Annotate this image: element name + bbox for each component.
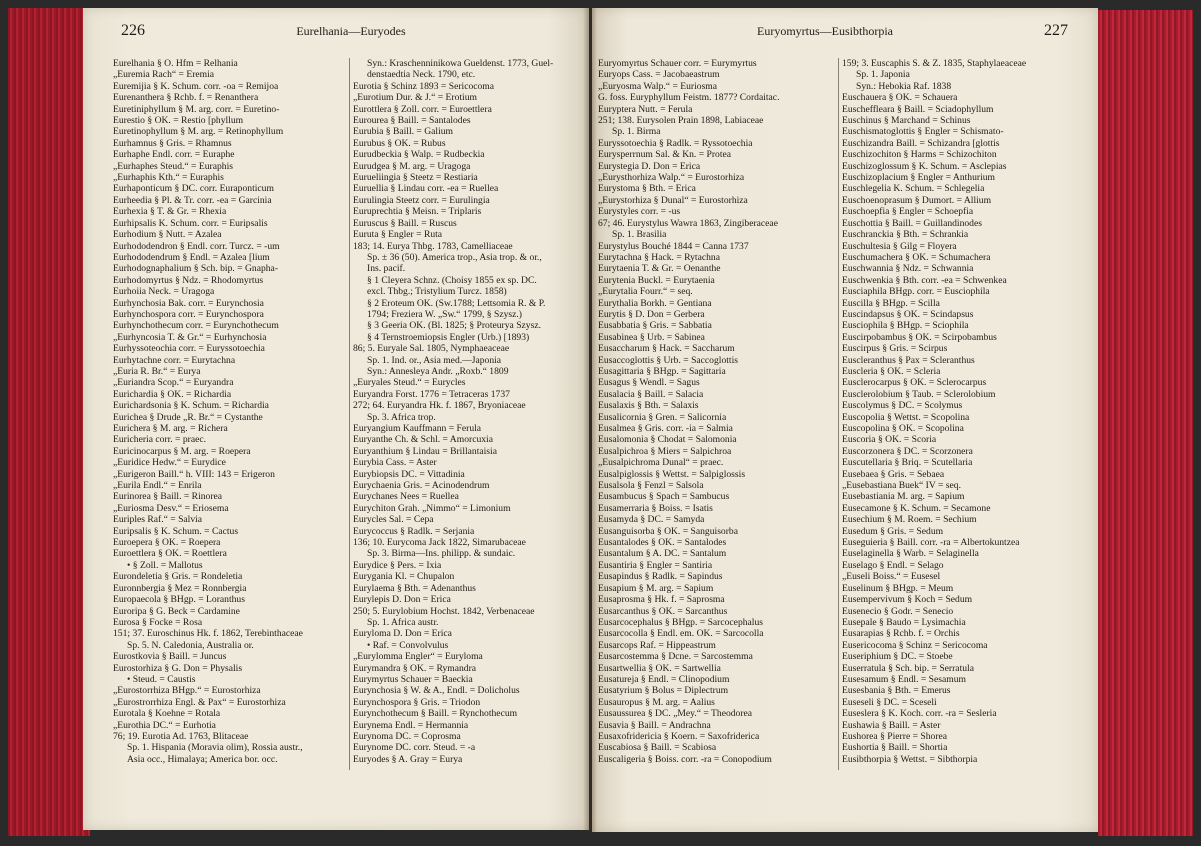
entry-line: Euselago § Endl. = Selago [842, 559, 944, 571]
entry-line: Euriples Raf.“ = Salvia [113, 514, 203, 526]
entry-line: „Eurysthorhiza Walp.“ = Eurostorhiza [598, 172, 745, 184]
entry-line: Eusecamone § K. Schum. = Secamone [842, 502, 991, 514]
entry-line: Eurhoiia Neck. = Uragoga [113, 286, 215, 298]
entry-line: Sp. 1. Birma [612, 126, 661, 138]
entry-line: „Eurhaphes Steud.“ = Euraphis [113, 160, 233, 172]
entry-line: „Eurila Endl.“ = Enrila [113, 480, 202, 492]
entry-line: Euryodes § A. Gray = Eurya [353, 753, 463, 765]
entry-line: Eusesamum § Endl. = Sesamum [842, 673, 966, 685]
entry-line: Eurostorhiza § G. Don = Physalis [113, 662, 243, 674]
entry-line: Eurhododendrum § Endl. = Azalea [lium [113, 251, 270, 263]
entry-line: Eurystyles corr. = -us [598, 206, 681, 218]
entry-line: 136; 10. Eurycoma Jack 1822, Simarubaceae [353, 537, 526, 549]
entry-line: Eurystoma § Bth. = Erica [598, 183, 696, 195]
entry-line: Eurudgea § M. arg. = Uragoga [353, 160, 471, 172]
entry-line: Euschwenkia § Bth. corr. -ea = Schwenkea [842, 274, 1007, 286]
entry-line: Euryops Cass. = Jacobaeastrum [598, 69, 720, 81]
entry-line: Eusempervivum § Koch = Sedum [842, 594, 973, 606]
entry-line: Eurinorea § Baill. = Rinorea [113, 491, 223, 503]
entry-line: Eusantalum § A. DC. = Santalum [598, 548, 727, 560]
entry-line: Eurydice § Pers. = Ixia [353, 559, 442, 571]
entry-line: „Eurigeron Baill.“ h. VIII: 143 = Erigeron [113, 468, 275, 480]
entry-line: „Euria R. Br.“ = Eurya [113, 365, 201, 377]
right-running-head: Euryomyrtus—Eusibthorpia [757, 24, 893, 38]
entry-line: Eurystegia D. Don = Erica [598, 160, 701, 172]
entry-line: Euschwannia § Ndz. = Schwannia [842, 263, 974, 275]
entry-line: Syn.: Kraschenninikowa Gueldenst. 1773, Guel- [367, 58, 554, 69]
entry-line: Eurystylus Bouché 1844 = Canna 1737 [598, 240, 749, 252]
entry-line: Eurhodognaphalium § Sch. bip. = Gnapha- [113, 263, 279, 275]
entry-line: Euschranckia § Bth. = Schrankia [842, 229, 969, 241]
entry-line: Euseslera § K. Koch. corr. -ra = Sesleria [842, 708, 997, 720]
entry-line: „Eurotium Dur. & J.“ = Erotium [353, 92, 477, 104]
entry-line: Euroepera § OK. = Roepera [113, 537, 221, 549]
entry-line: Eusalicornia § Gren. = Salicornia [598, 411, 727, 423]
entry-line: Eurondeletia § Gris. = Rondeletia [113, 571, 243, 583]
entry-line: Eusalaxis § Bth. = Salaxis [598, 400, 699, 412]
entry-line: Eurynchosia § W. & A., Endl. = Dolicholus [353, 685, 520, 697]
entry-line: • § Zoll. = Mallotus [127, 559, 203, 571]
entry-line: Euserratula § Sch. bip. = Serratula [842, 662, 974, 674]
entry-line: Eusibthorpia § Wettst. = Sibthorpia [842, 753, 978, 765]
entry-line: Eurynema Endl. = Hermannia [353, 719, 469, 731]
entry-line: G. foss. Euryphyllum Feistm. 1877? Cordaitac. [598, 92, 780, 104]
entry-line: Eusebaea § Gris. = Sebaea [842, 468, 945, 480]
entry-line: Eusartwellia § OK. = Sartwellia [598, 662, 721, 674]
entry-line: 67; 46. Eurystylus Wawra 1863, Zingiberaceae [598, 217, 778, 229]
entry-line: „Eurostorrhiza BHgp.“ = Eurostorhiza [113, 685, 261, 697]
entry-line: Europaecola § BHgp. = Loranthus [113, 594, 245, 606]
left-page [83, 8, 589, 830]
entry-line: „Eurostrorrhiza Engl. & Pax“ = Eurostorhiza [113, 696, 286, 708]
entry-line: Eurytenia Buckl. = Eurytaenia [598, 274, 715, 286]
right-column-2 [842, 58, 1092, 765]
entry-line: Euricinocarpus § M. arg. = Roepera [113, 445, 251, 457]
entry-line: „Euridice Hedw.“ = Eurydice [113, 457, 226, 469]
entry-line: Eurulingia Steetz corr. = Eurulingia [353, 194, 490, 206]
entry-line: Eurichera § M. arg. = Richera [113, 423, 228, 434]
entry-line: Eurytis § D. Don = Gerbera [598, 308, 705, 320]
entry-line: Eusedum § Gris. = Sedum [842, 525, 944, 537]
left-column-divider [349, 58, 350, 770]
entry-line: Euschoenoprasum § Dumort. = Allium [842, 194, 992, 206]
entry-line: „Euryosma Walp.“ = Euriosma [598, 80, 718, 92]
entry-line: 159; 3. Euscaphis S. & Z. 1835, Staphylaeaceae [842, 58, 1027, 69]
entry-line: Eurubia § Baill. = Galium [353, 126, 453, 138]
entry-line: Euscopolia § Wettst. = Scopolina [842, 411, 970, 423]
entry-line: denstaedtia Neck. 1790, etc. [367, 69, 476, 81]
entry-line: Euschizandra Baill. = Schizandra [glottis [842, 137, 1000, 149]
entry-line: „Eusalpichroma Dunal“ = praec. [598, 457, 724, 469]
entry-line: Eurysperrnum Sal. & Kn. = Protea [598, 149, 732, 161]
entry-line: Euscorzonera § DC. = Scorzonera [842, 445, 973, 457]
entry-line: Eusapindus § Radlk. = Sapindus [598, 571, 723, 583]
entry-line: Asia occ., Himalaya; America bor. occ. [127, 753, 278, 765]
entry-line: Eusaccharum § Hack. = Saccharum [598, 343, 735, 355]
entry-line: Eusarcostemma § Dcne. = Sarcostemma [598, 651, 753, 663]
entry-line: „Euseli Boiss.“ = Eusesel [842, 571, 941, 583]
right-page-header [592, 22, 1098, 46]
entry-line: Euscirpobambus § OK. = Scirpobambus [842, 331, 997, 343]
entry-line: Euscoria § OK. = Scoria [842, 434, 937, 446]
left-page-number: 226 [121, 22, 145, 39]
entry-line: Euroettlera § OK. = Roettlera [113, 548, 227, 560]
entry-line: Euschultesia § Gilg = Floyera [842, 240, 957, 252]
entry-line: Eusapium § M. arg. = Sapium [598, 582, 714, 594]
entry-line: 76; 19. Eurotia Ad. 1763, Blitaceae [113, 730, 249, 742]
entry-line: Eusalacia § Baill. = Salacia [598, 388, 704, 400]
entry-line: Eurourea § Baill. = Santalodes [353, 115, 471, 127]
entry-line: Eurubus § OK. = Rubus [353, 137, 446, 149]
entry-line: Syn.: Annesleya Andr. „Roxb.“ 1809 [367, 365, 509, 377]
entry-line: Eusericocoma § Schinz = Sericocoma [842, 639, 988, 651]
entry-line: Euryptera Nutt. = Ferula [598, 103, 693, 115]
entry-line: Euremijia § K. Schum. corr. -oa = Remijoa [113, 80, 279, 92]
entry-line: Eusenecio § Godr. = Senecio [842, 605, 954, 617]
entry-line: Euryanthe Ch. & Schl. = Amorcuxia [353, 434, 493, 446]
entry-line: Eusalomonia § Chodat = Salomonia [598, 434, 737, 446]
entry-line: • Steud. = Caustis [127, 673, 196, 685]
right-column-1 [598, 58, 838, 765]
entry-line: Euseriphium § DC. = Stoebe [842, 651, 953, 663]
entry-line: Eurotia § Schinz 1893 = Sericocoma [353, 80, 495, 92]
entry-line: • Raf. = Convolvulus [367, 639, 449, 651]
entry-line: Eusagus § Wendl. = Sagus [598, 377, 700, 389]
entry-line: Euruellia § Lindau corr. -ea = Ruellea [353, 183, 499, 195]
entry-line: Eurhexia § T. & Gr. = Rhexia [113, 206, 227, 218]
entry-line: Euryloma D. Don = Erica [353, 628, 452, 640]
entry-line: § 3 Geeria OK. (Bl. 1825; § Proteurya Szysz. [367, 320, 541, 332]
entry-line: Euschlegelia K. Schum. = Schlegelia [842, 183, 985, 195]
entry-line: 251; 138. Eurysolen Prain 1898, Labiaceae [598, 115, 764, 127]
right-page [592, 8, 1098, 832]
entry-line: Euruta § Engler = Ruta [353, 229, 443, 241]
entry-line: „Eusebastiana Buek“ IV = seq. [842, 480, 961, 492]
entry-line: Euscirpus § Gris. = Scirpus [842, 343, 948, 355]
entry-line: § 4 Ternstroemiopsis Engler (Urb.) [1893) [367, 331, 530, 343]
entry-line: Eurynchospora § Gris. = Triodon [353, 696, 481, 708]
entry-line: Eusarapias § Rchb. f. = Orchis [842, 628, 960, 640]
entry-line: Euschauera § OK. = Schauera [842, 92, 958, 104]
entry-line: § 1 Cleyera Schnz. (Choisy 1855 ex sp. DC. [367, 274, 537, 286]
entry-line: Euschinus § Marchand = Schinus [842, 115, 971, 127]
entry-line: Eurhyssoteochia corr. = Euryssotoechia [113, 343, 265, 355]
entry-line: Eurudbeckia § Walp. = Rudbeckia [353, 149, 485, 161]
entry-line: 272; 64. Euryandra Hk. f. 1867, Bryoniaceae [353, 400, 526, 412]
entry-line: Euscutellaria § Briq. = Scutellaria [842, 457, 973, 469]
entry-line: Euryandra Forst. 1776 = Tetraceras 1737 [353, 388, 510, 400]
entry-line: „Euryales Steud.“ = Eurycles [353, 377, 466, 389]
entry-line: Sp. 1. Brasilia [612, 229, 667, 241]
entry-line: Eusarcocephalus § BHgp. = Sarcocephalus [598, 616, 763, 628]
entry-line: Eusarcocolla § Endl. em. OK. = Sarcocolla [598, 628, 764, 640]
right-page-number: 227 [1044, 22, 1068, 39]
entry-line: Sp. 1. Hispania (Moravia olim), Rossia austr., [127, 742, 303, 754]
entry-line: Eurychaenia Gris. = Acinodendrum [353, 480, 490, 492]
entry-line: Eusatureja § Endl. = Clinopodium [598, 673, 730, 685]
entry-line: Eurosa § Focke = Rosa [113, 616, 203, 628]
entry-line: Euschoepfia § Engler = Schoepfia [842, 206, 974, 218]
entry-line: 151; 37. Euroschinus Hk. f. 1862, Terebinthaceae [113, 628, 303, 640]
entry-line: Eurhaphe Endl. corr. = Euraphe [113, 149, 235, 161]
entry-line: Sp. 1. Africa austr. [367, 616, 439, 628]
entry-line: Sp. 1. Ind. or., Asia med.—Japonia [367, 354, 502, 366]
entry-line: Eusesbania § Bth. = Emerus [842, 685, 951, 697]
entry-line: Eusamyda § DC. = Samyda [598, 514, 705, 526]
entry-line: Euretinophyllum § M. arg. = Retinophyllum [113, 126, 284, 138]
entry-line: Eurhipsalis K. Schum. corr. = Euripsalis [113, 217, 268, 229]
entry-line: Eushawia § Baill. = Aster [842, 719, 941, 731]
entry-line: Euryanthium § Lindau = Brillantaisia [353, 445, 497, 457]
entry-line: „Eurystorhiza § Dunal“ = Eurostorhiza [598, 194, 748, 206]
entry-line: Eurycoccus § Radlk. = Serjania [353, 525, 475, 537]
entry-line: Eurostkovia § Baill. = Juncus [113, 651, 227, 663]
entry-line: Eusciophila § BHgp. = Sciophila [842, 320, 969, 332]
entry-line: Eurycles Sal. = Cepa [353, 514, 434, 526]
entry-line: Eurelhania § O. Hfm = Relhania [113, 58, 238, 69]
entry-line: Euselaginella § Warb. = Selaginella [842, 548, 979, 560]
entry-line: Euscindapsus § OK. = Scindapsus [842, 308, 974, 320]
entry-line: Eusechium § M. Roem. = Sechium [842, 514, 977, 526]
entry-line: Euschizoplacium § Engler = Anthurium [842, 172, 996, 184]
entry-line: Euscopolina § OK. = Scopolina [842, 423, 964, 434]
entry-line: Eurhytachne corr. = Eurytachna [113, 354, 236, 366]
entry-line: 183; 14. Eurya Thbg. 1783, Camelliaceae [353, 240, 513, 252]
entry-line: Eurybia Cass. = Aster [353, 457, 437, 469]
entry-line: Sp. 1. Japonia [856, 69, 910, 81]
entry-line: Eusauropus § M. arg. = Aalius [598, 696, 715, 708]
entry-line: Eurhododendron § Endl. corr. Turcz. = -um [113, 240, 280, 252]
entry-line: Eusamerraria § Boiss. = Isatis [598, 502, 713, 514]
entry-line: Sp. 3. Africa trop. [367, 411, 436, 423]
entry-line: Euschottia § Baill. = Guillandinodes [842, 217, 982, 229]
entry-line: Eurueliingia § Steetz = Restiaria [353, 172, 478, 184]
entry-line: 250; 5. Eurylobium Hochst. 1842, Verbenaceae [353, 605, 535, 617]
left-column-1 [113, 58, 349, 765]
entry-line: Eurestio § OK. = Restio [phyllum [113, 115, 244, 127]
entry-line: Eurhaponticum § DC. corr. Euraponticum [113, 183, 274, 195]
entry-line: Euscabiosa § Baill. = Scabiosa [598, 742, 717, 754]
entry-line: „Euriosma Desv.“ = Eriosema [113, 502, 229, 514]
entry-line: Eurotala § Koehne = Rotala [113, 708, 221, 720]
entry-line: Euruscus § Baill. = Ruscus [353, 217, 457, 229]
entry-line: Eurottlera § Zoll. corr. = Euroettlera [353, 103, 492, 115]
entry-line: Eurhamnus § Gris. = Rhamnus [113, 137, 232, 149]
entry-line: Eusaprosma § Hk. f. = Saprosma [598, 594, 725, 606]
entry-line: Eusagittaria § BHgp. = Sagittaria [598, 365, 726, 377]
entry-line: Euscaligeria § Boiss. corr. -ra = Conopodium [598, 753, 772, 765]
entry-line: Eurynoma DC. = Coprosma [353, 730, 461, 742]
entry-line: Eusciaphila BHgp. corr. = Eusciophila [842, 286, 990, 298]
entry-line: Eurychiton Grah. „Nimmo“ = Limonium [353, 502, 511, 514]
entry-line: Eusalpiglossis § Wettst. = Salpiglossis [598, 468, 746, 480]
right-column-divider [838, 58, 839, 770]
entry-line: Euschizochiton § Harms = Schizochiton [842, 149, 997, 161]
entry-line: 1794; Freziera W. „Sw.“ 1799, § Szysz.) [367, 308, 522, 320]
entry-line: Sp. 3. Birma—Ins. philipp. & sundaic. [367, 548, 516, 560]
entry-line: Eusepale § Baudo = Lysimachia [842, 616, 966, 628]
entry-line: Euryssotoechia § Radlk. = Ryssotoechia [598, 137, 753, 149]
entry-line: § 2 Eroteum OK. (Sw.1788; Lettsomia R. & P. [367, 297, 546, 309]
entry-line: Euschumachera § OK. = Schumachera [842, 251, 991, 263]
entry-line: Eurychanes Nees = Ruellea [353, 491, 459, 503]
entry-line: Eurybiopsis DC. = Vittadinia [353, 468, 465, 480]
entry-line: Eurymandra § OK. = Rymandra [353, 662, 477, 674]
entry-line: Euripsalis § K. Schum. = Cactus [113, 525, 239, 537]
entry-line: Eusabbatia § Gris. = Sabbatia [598, 320, 712, 332]
entry-line: Eurhodium § Nutt. = Azalea [113, 229, 222, 241]
entry-line: Eurhynchospora corr. = Eurynchospora [113, 308, 264, 320]
left-page-edge [8, 8, 90, 836]
entry-line: Eusambucus § Spach = Sambucus [598, 491, 730, 503]
entry-line: Euschizoglossum § K. Schum. = Asclepias [842, 160, 1007, 172]
entry-line: „Eurylomma Engler“ = Euryloma [353, 651, 483, 663]
entry-line: Eurynome DC. corr. Steud. = -a [353, 742, 476, 754]
entry-line: Eurheedia § Pl. & Tr. corr. -ea = Garcinia [113, 194, 272, 206]
entry-line: „Euremia Rach“ = Eremia [113, 69, 215, 81]
entry-line: Euruprechtia § Meisn. = Triplaris [353, 206, 482, 218]
entry-line: „Eurothia DC.“ = Eurhotia [113, 719, 216, 731]
entry-line: Eusantalodes § OK. = Santalodes [598, 537, 727, 549]
book-gutter [583, 8, 597, 832]
entry-line: Eurylepis D. Don = Erica [353, 594, 451, 606]
entry-line: Eusarcops Raf. = Hippeastrum [598, 639, 716, 651]
entry-line: Eushorea § Pierre = Shorea [842, 730, 948, 742]
entry-line: Euschismatoglottis § Engler = Schismato- [842, 126, 1004, 138]
entry-line: Eusalsola § Fenzl = Salsola [598, 480, 704, 492]
entry-line: excl. Thbg.; Tristylium Turcz. 1858) [367, 286, 507, 298]
entry-line: Eurichardsonia § K. Schum. = Richardia [113, 400, 269, 412]
entry-line: Eusabinea § Urb. = Sabinea [598, 331, 705, 343]
entry-line: Euscilla § BHgp. = Scilla [842, 297, 940, 309]
entry-line: „Euriandra Scop.“ = Euryandra [113, 377, 234, 389]
entry-line: Eusarcanthus § OK. = Sarcanthus [598, 605, 728, 617]
left-running-head: Eurelhania—Euryodes [296, 24, 406, 38]
entry-line: Eurichardia § OK. = Richardia [113, 388, 232, 400]
entry-line: Syn.: Hebokia Raf. 1838 [856, 80, 952, 92]
entry-line: Eusalpichroa § Miers = Salpichroa [598, 445, 732, 457]
entry-line: „Eurhyncosia T. & Gr.“ = Eurhynchosia [113, 331, 267, 343]
entry-line: Euseseli § DC. = Sceseli [842, 696, 937, 708]
entry-line: Eusaussurea § DC. „Mey.“ = Theodorea [598, 708, 753, 720]
entry-line: Euroripa § G. Beck = Cardamine [113, 605, 240, 617]
entry-line: Eusebastiania M. arg. = Sapium [842, 491, 965, 503]
entry-line: „Eurhaphis Kth.“ = Euraphis [113, 172, 224, 184]
left-page-header [83, 22, 589, 46]
entry-line: „Eurytalia Fourr.“ = seq. [598, 286, 693, 298]
entry-line: Euselinum § BHgp. = Meum [842, 582, 954, 594]
entry-line: Eusatyrium § Bolus = Diplectrum [598, 685, 729, 697]
entry-line: Eusaccoglottis § Urb. = Saccoglottis [598, 354, 738, 366]
entry-line: Eurhodomyrtus § Ndz. = Rhodomyrtus [113, 274, 264, 286]
entry-line: Sp. 5. N. Caledonia, Australia or. [127, 639, 254, 651]
entry-line: Eusclerocarpus § OK. = Sclerocarpus [842, 377, 987, 389]
entry-line: Euseguieria § Baill. corr. -ra = Albertokuntzea [842, 537, 1020, 549]
entry-line: Eurygania Kl. = Chupalon [353, 571, 455, 583]
entry-line: Eurenanthera § Rchb. f. = Renanthera [113, 92, 259, 104]
entry-line: Eusanguisorba § OK. = Sanguisorba [598, 525, 738, 537]
entry-line: Eusantiria § Engler = Santiria [598, 559, 713, 571]
entry-line: Eusclerolobium § Taub. = Sclerolobium [842, 388, 996, 400]
entry-line: Euscleria § OK. = Scleria [842, 365, 941, 377]
entry-line: Euryangium Kauffmann = Ferula [353, 423, 482, 434]
entry-line: Eurytachna § Hack. = Rytachna [598, 251, 720, 263]
entry-line: Euretiniphyllum § M. arg. corr. = Euretino- [113, 103, 280, 115]
entry-line: Euscolymus § DC. = Scolymus [842, 400, 963, 412]
entry-line: Eusavia § Baill. = Andrachna [598, 719, 711, 731]
entry-line: Eushortia § Baill. = Shortia [842, 742, 948, 754]
entry-line: Euryomyrtus Schauer corr. = Eurymyrtus [598, 58, 757, 69]
entry-line: Ins. pacif. [367, 263, 406, 275]
entry-line: Eusalmea § Gris. corr. -ia = Salmia [598, 423, 733, 434]
entry-line: Euricheria corr. = praec. [113, 434, 207, 446]
entry-line: 86; 5. Euryale Sal. 1805, Nymphaeaceae [353, 343, 510, 355]
entry-line: Eurytaenia T. & Gr. = Oenanthe [598, 263, 721, 275]
right-page-edge [1098, 10, 1193, 836]
entry-line: Eurythalia Borkh. = Gentiana [598, 297, 712, 309]
entry-line: Sp. ± 36 (50). America trop., Asia trop. & or., [367, 251, 542, 263]
left-column-2 [353, 58, 585, 765]
entry-line: Eurhynchothecum corr. = Eurynchothecum [113, 320, 279, 332]
entry-line: Eurylaema § Bth. = Adenanthus [353, 582, 476, 594]
entry-line: Euscleranthus § Pax = Scleranthus [842, 354, 975, 366]
entry-line: Eurhynchosia Bak. corr. = Eurynchosia [113, 297, 264, 309]
entry-line: Eurichea § Drude „R. Br.“ = Cystanthe [113, 411, 263, 423]
entry-line: Euscheffleara § Baill. = Sciadophyllum [842, 103, 994, 115]
entry-line: Euronnbergia § Mez = Ronnbergia [113, 582, 247, 594]
entry-line: Eurymyrtus Schauer = Baeckia [353, 673, 473, 685]
entry-line: Eurynchothecum § Baill. = Rynchothecum [353, 708, 518, 720]
entry-line: Eusaxofridericia § Koern. = Saxofriderica [598, 730, 760, 742]
